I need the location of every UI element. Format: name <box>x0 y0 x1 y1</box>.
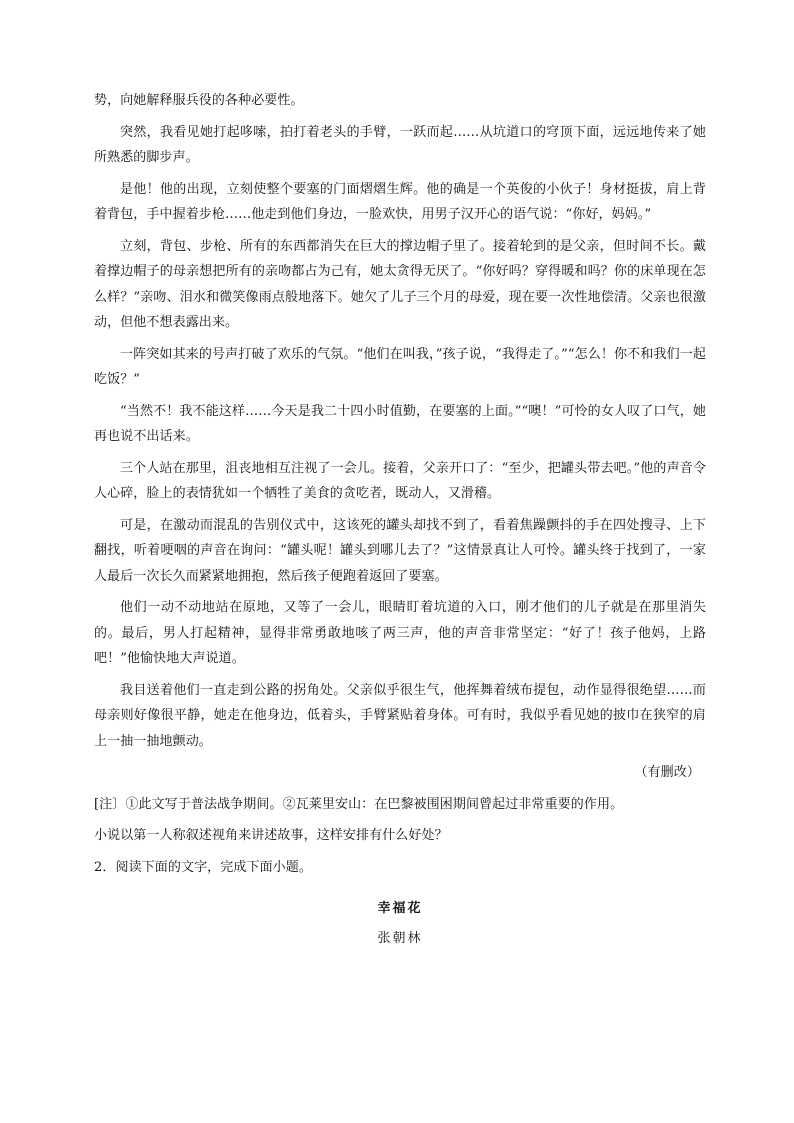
next-passage-author: 张朝林 <box>377 930 423 946</box>
annotation: [注〕①此文写于普法战争期间。②瓦莱里安山：在巴黎被围困期间曾起过非常重要的作用。 <box>94 796 624 812</box>
next-passage-title: 幸福花 <box>377 901 423 916</box>
paragraph-3: 是他！他的出现，立刻使整个要塞的门面熠熠生辉。他的确是一个英俊的小伙子！身材挺拔，肩上背着背包，手中握着步枪……他走到他们身边，一脸欢快，用男子汉开心的语气说：“你好，妈妈。” <box>94 181 706 222</box>
paragraph-4: 立刻，背包、步枪、所有的东西都消失在巨大的撑边帽子里了。接着轮到的是父亲，但时间不长。戴着撑边帽子的母亲想把所有的亲吻都占为己有，她太贪得无厌了。“你好吗？穿得暖和吗？你的床单现在怎么样？”亲吻、泪水和微笑像雨点般地落下。她欠了儿子三个月的母爱，现在要一次性地偿清。父亲也很激动，但他不想表露出来。 <box>94 238 706 330</box>
paragraph-8: 可是，在激动而混乱的告别仪式中，这该死的罐头却找不到了，看着焦躁颤抖的手在四处搜寻、上下翻找，听着哽咽的声音在询问：“罐头呢！罐头到哪儿去了？”这情景真让人可怜。罐头终于找到了，一家人最后一次长久而紧紧地拥抱，然后孩子便跑着返回了要塞。 <box>94 517 706 584</box>
source-note: （有删改） <box>634 765 700 780</box>
paragraph-7: 三个人站在那里，沮丧地相互注视了一会儿。接着，父亲开口了：“至少，把罐头带去吧。”他的声音令人心碎，脸上的表情犹如一个牺牲了美食的贪吃者，既动人，又滑稽。 <box>94 460 706 501</box>
paragraph-9: 他们一动不动地站在原地，又等了一会儿，眼睛盯着坑道的入口，刚才他们的儿子就是在那里消失的。最后，男人打起精神，显得非常勇敢地咳了两三声，他的声音非常坚定：“好了！孩子他妈，上路吧！”他愉快地大声说道。 <box>94 600 706 666</box>
paragraph-2: 突然，我看见她打起哆嗦，拍打着老头的手臂，一跃而起……从坑道口的穹顶下面，远远地传来了她所熟悉的脚步声。 <box>94 124 706 165</box>
paragraph-1: 势，向她解释服兵役的各种必要性。 <box>94 93 304 108</box>
document-body <box>94 88 706 951</box>
paragraph-6: “当然不！我不能这样……今天是我二十四小时值勤，在要塞的上面。”“噢！”可怜的女人叹了口气，她再也说不出话来。 <box>94 403 706 444</box>
paragraph-10: 我目送着他们一直走到公路的拐角处。父亲似乎很生气，他挥舞着绒布提包，动作显得很绝望……而母亲则好像很平静，她走在他身边，低着头，手臂紧贴着身体。可有时，我似乎看见她的披巾在狭窄的肩上一抽一抽地颤动。 <box>94 682 706 749</box>
question: 小说以第一人称叙述视角来讲述故事，这样安排有什么好处？ <box>94 828 448 843</box>
paragraph-5: 一阵突如其来的号声打破了欢乐的气氛。“他们在叫我，”孩子说，“我得走了。”“怎么！你不和我们一起吃饭？” <box>94 346 706 387</box>
instruction: 2．阅读下面的文字，完成下面小题。 <box>94 859 312 875</box>
